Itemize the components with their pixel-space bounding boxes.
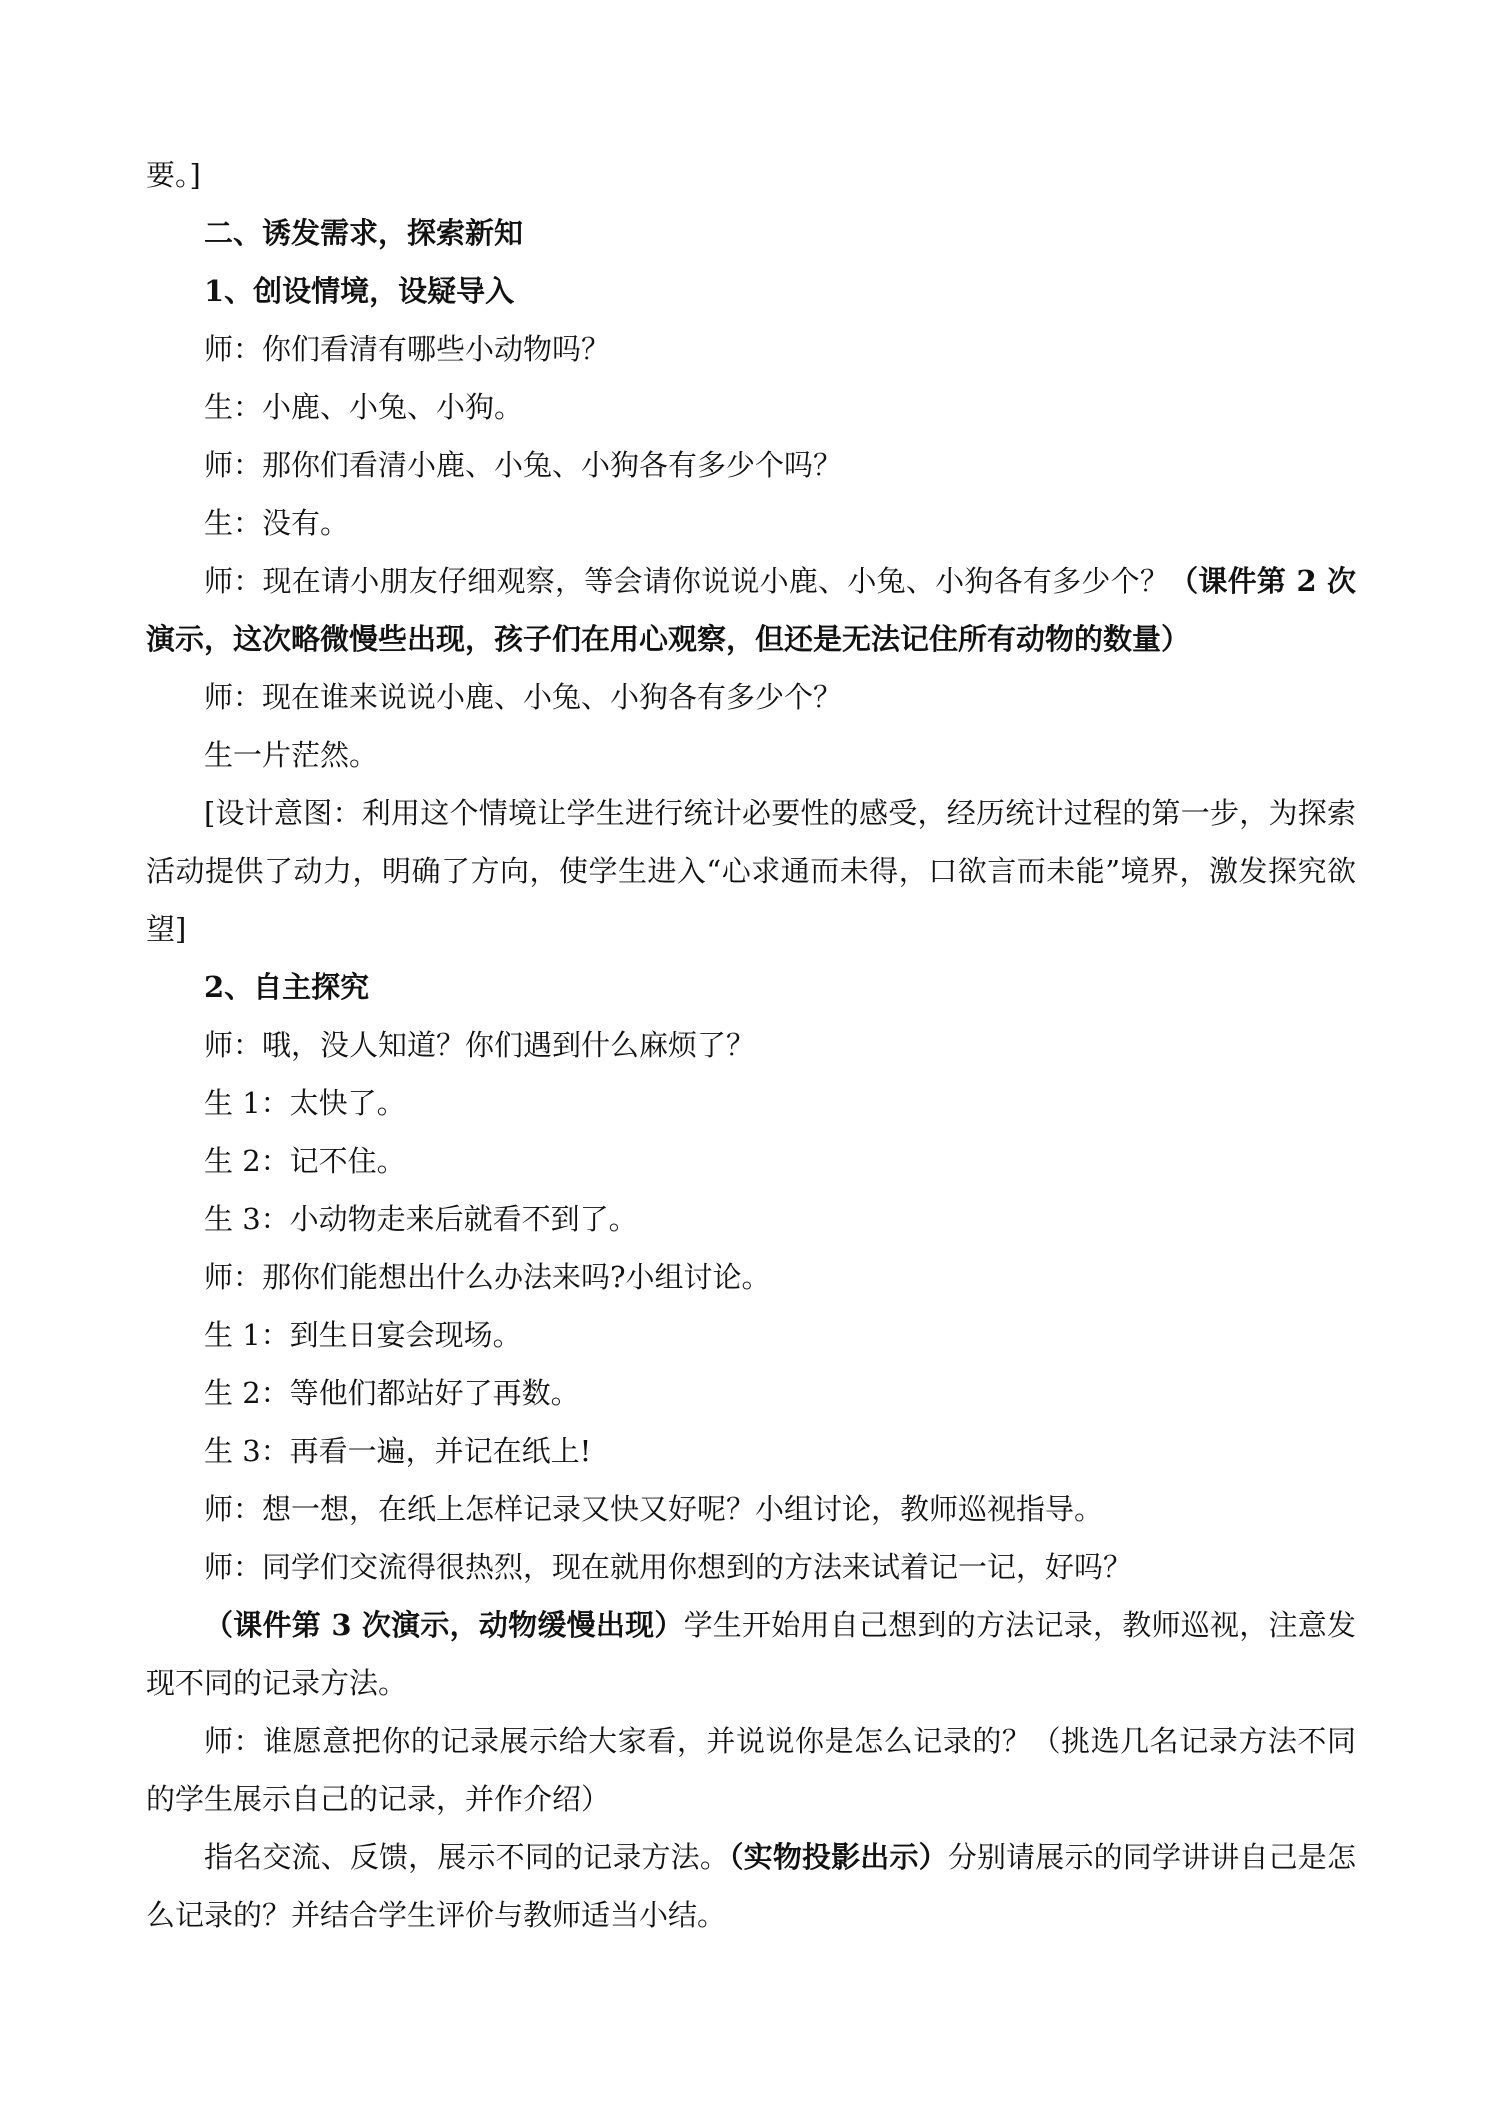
courseware-note: （课件第 2 次演示，这次略微慢些出现，孩子们在用心观察，但还是无法记住所有动物的数量）: [146, 564, 1356, 656]
dialogue-paragraph: 师：谁愿意把你的记录展示给大家看，并说说你是怎么记录的？（挑选几名记录方法不同的学生展示自己的记录，并作介绍）: [146, 1724, 1356, 1816]
dialogue-line: 生 1：太快了。: [204, 1086, 406, 1120]
dialogue-line: 生 2：等他们都站好了再数。: [204, 1376, 580, 1410]
dialogue-line: 生 3：小动物走来后就看不到了。: [204, 1202, 638, 1236]
dialogue-line: 生一片茫然。: [204, 738, 379, 772]
dialogue-line: 生：小鹿、小兔、小狗。: [204, 390, 524, 424]
dialogue-line: 师：同学们交流得很热烈，现在就用你想到的方法来试着记一记，好吗？: [204, 1550, 1133, 1584]
dialogue-line: 师：你们看清有哪些小动物吗？: [204, 332, 611, 366]
dialogue-line: 生 3：再看一遍，并记在纸上!: [204, 1434, 592, 1468]
dialogue-line: 师：哦，没人知道？你们遇到什么麻烦了？: [204, 1028, 756, 1062]
dialogue-line: 师：那你们看清小鹿、小兔、小狗各有多少个吗？: [204, 448, 843, 482]
dialogue-paragraph: [146, 552, 1356, 668]
dialogue-line: 生 1：到生日宴会现场。: [204, 1318, 522, 1352]
dialogue-line: 师：现在谁来说说小鹿、小兔、小狗各有多少个？: [204, 680, 843, 714]
text-line: 要。]: [146, 158, 201, 192]
courseware-note: （课件第 3 次演示，动物缓慢出现）: [204, 1608, 684, 1642]
dialogue-line: 师：那你们能想出什么办法来吗?小组讨论。: [204, 1260, 771, 1294]
document-page: [146, 146, 1356, 1944]
dialogue-line: 生：没有。: [204, 506, 350, 540]
subsection-heading: 2、自主探究: [204, 970, 370, 1004]
projection-note: （实物投影出示）: [728, 1840, 948, 1874]
activity-text: 指名交流、反馈，展示不同的记录方法。: [204, 1840, 729, 1874]
activity-paragraph: [146, 1828, 1356, 1944]
subsection-heading: 1、创设情境，设疑导入: [204, 274, 515, 308]
design-intent-paragraph: [设计意图：利用这个情境让学生进行统计必要性的感受，经历统计过程的第一步，为探索活动提供了动力，明确了方向，使学生进入“心求通而未得，口欲言而未能”境界，激发探究欲望]: [146, 796, 1356, 946]
activity-text: 分别请展示的同学讲讲自己是怎么记录的？并结合学生评价与教师适当小结。: [146, 1840, 1356, 1932]
section-heading: 二、诱发需求，探索新知: [204, 216, 524, 250]
activity-paragraph: [146, 1596, 1356, 1712]
dialogue-line: 师：想一想，在纸上怎样记录又快又好呢？小组讨论，教师巡视指导。: [204, 1492, 1104, 1526]
dialogue-line: 生 2：记不住。: [204, 1144, 406, 1178]
dialogue-text: 师：现在请小朋友仔细观察，等会请你说说小鹿、小兔、小狗各有多少个？: [204, 564, 1170, 598]
activity-text: 学生开始用自己想到的方法记录，教师巡视，注意发现不同的记录方法。: [146, 1608, 1356, 1700]
